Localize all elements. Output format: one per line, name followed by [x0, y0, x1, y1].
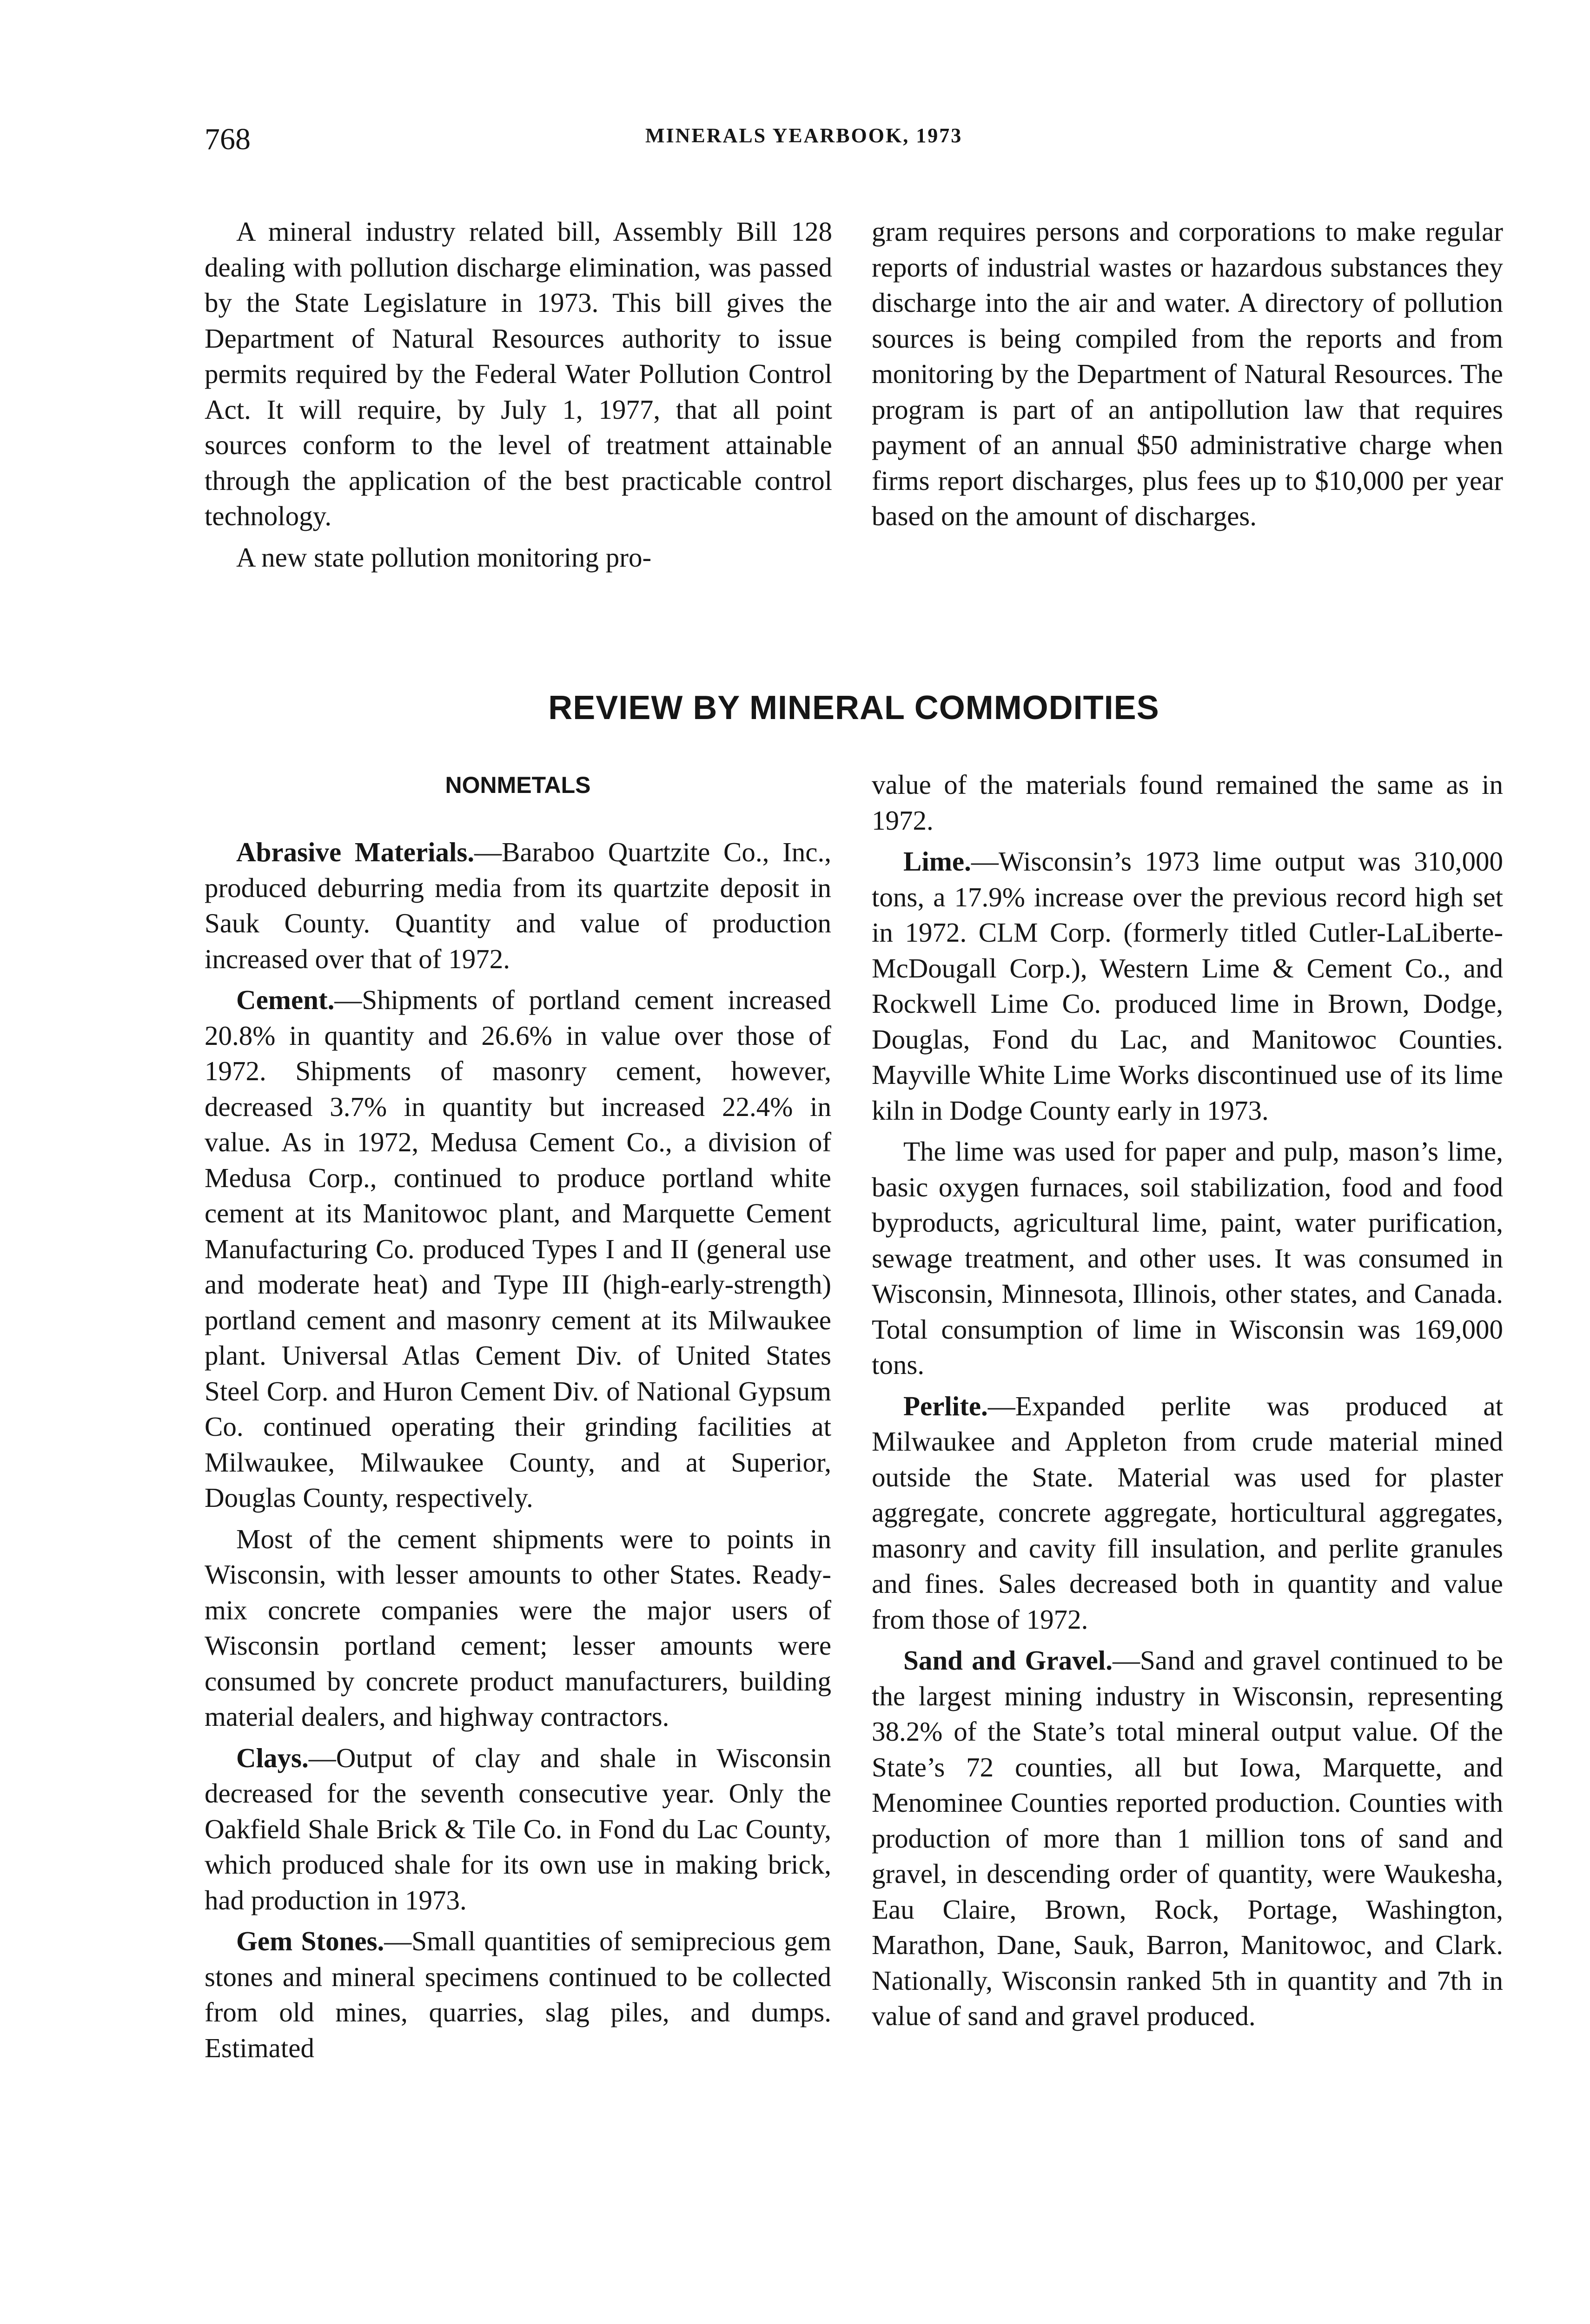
intro-left-column: [205, 214, 832, 575]
section-title: REVIEW BY MINERAL COMMODITIES: [548, 689, 1159, 726]
commodities-right-column: [872, 767, 1503, 2034]
gem-heading: Gem Stones.: [236, 1926, 384, 1956]
sand-gravel-body: —Sand and gravel continued to be the largest mining industry in Wisconsin, representing 38.2% of the State’s total mineral output value. Of the State’s 72 counties, all but Iowa, Marquette, and Menominee Counties reported production. Counties with production of more than 1 million tons of sand and gravel, in descending order of quantity, were Waukesha, Eau Claire, Brown, Rock, Portage, Washington, Marathon, Dane, Sauk, Barron, Manitowoc, and Clark. Nationally, Wisconsin ranked 5th in quantity and 7th in value of sand and gravel produced.: [872, 1645, 1503, 2031]
perlite-heading: Perlite.: [903, 1390, 988, 1421]
intro-paragraph-2-continued: gram requires persons and corporations to make regular reports of industrial wastes or hazardous substances they discharge into the air and water. A directory of pollution sources is being compiled from the reports and from monitoring by the Department of Natural Resources. The program is part of an antipollution law that requires payment of an annual $50 administrative charge when firms report discharges, plus fees up to $10,000 per year based on the amount of discharges.: [872, 216, 1503, 531]
gem-paragraph-continued: value of the materials found remained the same as in 1972.: [872, 769, 1503, 836]
commodities-left-column: [205, 834, 831, 2066]
perlite-body: —Expanded perlite was produced at Milwaukee and Appleton from crude material mined outside the State. Material was used for plaster aggregate, concrete aggregate, horticultural aggregates, masonry and cavity fill insulation, and perlite granules and fines. Sales decreased both in quantity and value from those of 1972.: [872, 1390, 1503, 1635]
clays-body: —Output of clay and shale in Wisconsin decreased for the seventh consecutive year. Only the Oakfield Shale Brick & Tile Co. in Fond du Lac County, which produced shale for its own use in making brick, had production in 1973.: [205, 1742, 831, 1915]
abrasive-heading: Abrasive Materials.: [236, 837, 475, 867]
intro-paragraph-1: A mineral industry related bill, Assembly Bill 128 dealing with pollution discharge elimination, was passed by the State Legislature in 1973. This bill gives the Department of Natural Resources authority to issue permits required by the Federal Water Pollution Control Act. It will require, by July 1, 1977, that all point sources conform to the level of treatment attainable through the application of the best practicable control technology.: [205, 216, 832, 531]
cement-body: —Shipments of portland cement increased 20.8% in quantity and 26.6% in value over those of 1972. Shipments of masonry cement, however, decreased 3.7% in quantity but increased 22.4% in value. As in 1972, Medusa Cement Co., a division of Medusa Corp., continued to produce portland white cement at its Manitowoc plant, and Marquette Cement Manufacturing Co. produced Types I and II (general use and moderate heat) and Type III (high-early-strength) portland cement and masonry cement at its Milwaukee plant. Universal Atlas Cement Div. of United States Steel Corp. and Huron Cement Div. of National Gypsum Co. continued operating their grinding facilities at Milwaukee, Milwaukee County, and at Superior, Douglas County, respectively.: [205, 984, 831, 1513]
running-head: MINERALS YEARBOOK, 1973: [645, 124, 963, 147]
gem-body-start: —Small quantities of semiprecious gem stones and mineral specimens continued to be collected from old mines, quarries, slag piles, and dumps. Estimated: [205, 1926, 831, 2063]
subsection-title: NONMETALS: [445, 772, 591, 798]
page-number: 768: [205, 122, 251, 156]
gem-paragraph-start: [205, 1923, 831, 2066]
intro-right-column: [872, 214, 1503, 534]
abrasive-paragraph: [205, 834, 831, 977]
intro-paragraph-2-start: A new state pollution monitoring pro-: [236, 541, 652, 573]
cement-heading: Cement.: [236, 984, 335, 1015]
sand-gravel-heading: Sand and Gravel.: [903, 1645, 1113, 1676]
clays-paragraph: [205, 1740, 831, 1918]
sand-gravel-paragraph: [872, 1643, 1503, 2034]
cement-paragraph-2: Most of the cement shipments were to points in Wisconsin, with lesser amounts to other States. Ready-mix concrete companies were the major users of Wisconsin portland cement; lesser amounts were consumed by concrete product manufacturers, building material dealers, and highway contractors.: [205, 1523, 831, 1732]
lime-paragraph-2: The lime was used for paper and pulp, mason’s lime, basic oxygen furnaces, soil stabilization, food and food byproducts, agricultural lime, paint, water purification, sewage treatment, and other uses. It was consumed in Wisconsin, Minnesota, Illinois, other states, and Canada. Total consumption of lime in Wisconsin was 169,000 tons.: [872, 1136, 1503, 1380]
lime-heading: Lime.: [903, 846, 971, 877]
lime-paragraph: [872, 844, 1503, 1128]
cement-paragraph: [205, 982, 831, 1516]
clays-heading: Clays.: [236, 1742, 309, 1773]
perlite-paragraph: [872, 1388, 1503, 1637]
lime-body: —Wisconsin’s 1973 lime output was 310,000 tons, a 17.9% increase over the previous record high set in 1972. CLM Corp. (formerly titled Cutler-LaLiberte-McDougall Corp.), Western Lime & Cement Co., and Rockwell Lime Co. produced lime in Brown, Dodge, Douglas, Fond du Lac, and Manitowoc Counties. Mayville White Lime Works discontinued use of its lime kiln in Dodge County early in 1973.: [872, 846, 1503, 1126]
abrasive-body: —Baraboo Quartzite Co., Inc., produced deburring media from its quartzite deposit in Sauk County. Quantity and value of production increased over that of 1972.: [205, 837, 831, 974]
